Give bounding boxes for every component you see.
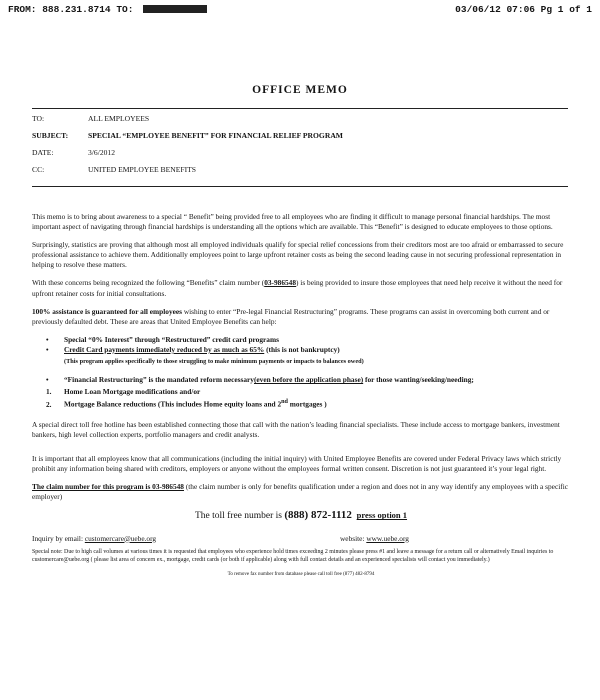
benefits-list <box>32 335 570 355</box>
memo-cc-row <box>32 161 568 178</box>
paragraph-privacy: It is important that all employees know that all communications (including the initial inquiry) with United Employee Benefits are covered under Federal Privacy laws which strictly prohibit any information being shared with creditors, employers or anyone without the employees formal written consent. Discretion is not just guaranteed it’s your legal right. <box>32 454 562 474</box>
memo-to-row <box>32 110 568 127</box>
paragraph-intro: This memo is to bring about awareness to a special “ Benefit” being provided free to all employees who are finding it difficult to manage personal financial hardships. The most important aspect of navigating through financial hardships is understanding all the options which are available. This “Benefit” is designed to educate employees to those options. <box>32 212 553 232</box>
payments-note: (This program applies specifically to those struggling to make minimum payments or impacts to balances owed) <box>64 358 364 366</box>
memo-title: OFFICE MEMO <box>252 84 348 96</box>
numbered-item-1 <box>32 387 570 397</box>
toll-free-line <box>32 510 570 521</box>
special-note: Special note: Due to high call volumes at various times it is requested that employees who experience hold times exceeding 2 minutes please press #1 and leave a message for a return call or alternatively Email inquiries to customercare@uebe.org ( please list area of concern ex., mortgage, credit cards (or both if applicable) along with full contact details and an experienced specialists will contact you immediately.) <box>32 548 554 563</box>
claim-number: 03-986548 <box>264 278 297 288</box>
fax-header <box>8 4 592 18</box>
website-line <box>340 534 409 544</box>
website-label: website: <box>340 533 367 543</box>
memo-subject-value: SPECIAL “EMPLOYEE BENEFIT” FOR FINANCIAL RELIEF PROGRAM <box>88 131 343 140</box>
numbered-item-2 <box>32 397 570 410</box>
memo-cc-value: UNITED EMPLOYEE BENEFITS <box>88 165 196 174</box>
header-divider <box>32 186 568 187</box>
memo-body <box>32 212 570 580</box>
claim-post: ) is being provided to insure those employees that need help receive it without the need for upfront retainer costs for initial consultations. <box>32 278 563 298</box>
numbered-item-1-number: 1. <box>46 387 52 397</box>
toll-free-pre: The toll free number is <box>194 511 285 522</box>
numbered-item-2-sup: nd <box>281 399 288 406</box>
email-label: Inquiry by email: <box>32 533 85 543</box>
memo-date-label: DATE: <box>32 148 54 157</box>
paragraph-guarantee <box>32 307 570 327</box>
memo-to-value: ALL EMPLOYEES <box>88 114 150 123</box>
contact-row <box>32 534 570 546</box>
restructuring-pre: “Financial Restructuring” is the mandated reform necessary <box>64 375 254 385</box>
press-option: press option 1 <box>356 510 408 521</box>
memo-subject-row <box>32 127 568 144</box>
guarantee-bold: 100% assistance is guaranteed for all employees <box>32 306 182 316</box>
paragraph-hotline: A special direct toll free hotline has been established connecting those that call with the nation’s leading financial specialists. These include access to mortgage bankers, investment bankers, high level collection experts, portfolio managers and credit analysts. <box>32 419 560 439</box>
memo-title-bar <box>32 84 568 109</box>
restructuring-post: for those wanting/seeking/needing; <box>363 375 474 385</box>
memo-header-fields <box>32 110 568 178</box>
numbered-item-2-text: Mortgage Balance reductions (This includes Home equity loans and 2 <box>64 399 282 409</box>
benefit-item-restructuring <box>32 375 570 385</box>
memo-cc-label: CC: <box>32 165 45 174</box>
fax-from-label: FROM: <box>8 4 37 15</box>
fax-to-label: TO: <box>116 4 134 15</box>
memo-date-value: 3/6/2012 <box>88 148 116 157</box>
claim-pre: With these concerns being recognized the following “Benefits” claim number ( <box>32 278 265 288</box>
benefit-item-interest: • Special “0% Interest” through “Restructured” credit card programs <box>32 335 570 345</box>
restructuring-list <box>32 375 570 385</box>
benefit-item-payments <box>32 345 570 355</box>
guarantee-rest: wishing to enter “Pre-legal Financial Restructuring” programs. These programs can assist in overcoming both current and or previously defaulted debt. These are areas that United Employee Benefits can help: <box>32 306 550 326</box>
toll-free-number[interactable]: (888) 872-1112 <box>284 509 352 522</box>
paragraph-statistics: Surprisingly, statistics are proving that although most all employed individuals qualify for special relief concessions from their creditors most are too afraid or embarrassed to secure professional assistance to achieve them. Additionally employees point to large upfront retainer costs as being the second leading cause in not securing professional representation in helping to resolve these matters. <box>32 240 564 270</box>
remove-fax-note: To remove fax number from database please call toll free (877) 482-8794 <box>227 571 375 577</box>
email-link[interactable]: customercare@uebe.org <box>84 533 157 543</box>
fax-header-left <box>8 4 207 15</box>
payments-reduced: Credit Card payments immediately reduced by as much as 65% <box>64 344 265 354</box>
memo-subject-label: SUBJECT: <box>32 131 69 140</box>
memo-to-label: TO: <box>32 114 45 123</box>
numbered-item-2-number: 2. <box>46 399 52 409</box>
website-link[interactable]: www.uebe.org <box>366 533 409 543</box>
email-line <box>32 534 156 544</box>
memo-date-row <box>32 144 568 161</box>
numbered-item-1-text: Home Loan Mortgage modifications and/or <box>64 387 201 397</box>
fax-header-right: 03/06/12 07:06 Pg 1 of 1 <box>455 4 592 15</box>
paragraph-claim <box>32 278 570 298</box>
payments-note-inline: (this is not bankruptcy) <box>264 344 340 354</box>
claim-number-rest: (the claim number is only for benefits qualification under a region and does not in any way identify any employees with a specific employer) <box>32 482 568 502</box>
redaction-block <box>143 5 207 13</box>
fax-from-number: 888.231.8714 <box>42 4 111 15</box>
claim-number-line: The claim number for this program is 03-986548 <box>32 482 184 492</box>
paragraph-claim-number <box>32 482 570 502</box>
restructuring-underlined: (even before the application phase) <box>253 375 364 385</box>
numbered-item-2-post: mortgages ) <box>287 399 327 409</box>
